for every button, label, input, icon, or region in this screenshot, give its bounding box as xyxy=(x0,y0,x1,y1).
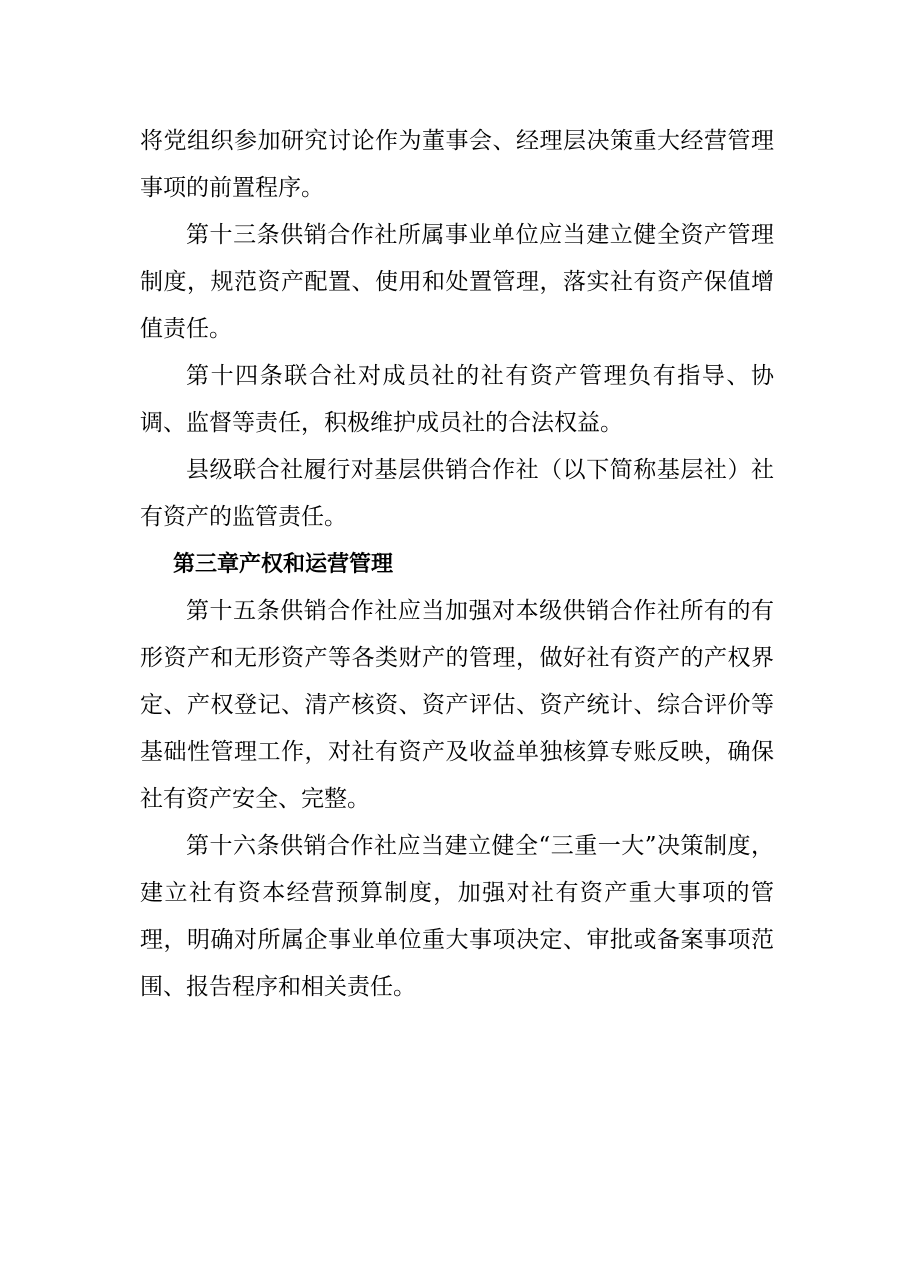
paragraph-article-16: 第十六条供销合作社应当建立健全“三重一大”决策制度，建立社有资本经营预算制度，加强对社有资产重大事项的管理，明确对所属企事业单位重大事项决定、审批或备案事项范围、报告程序和相关责任。 xyxy=(140,833,774,1000)
paragraph-article-14: 第十四条联合社对成员社的社有资产管理负有指导、协调、监督等责任，积极维护成员社的合法权益。 xyxy=(140,363,774,436)
paragraph-continuation: 将党组织参加研究讨论作为董事会、经理层决策重大经营管理事项的前置程序。 xyxy=(140,128,774,201)
paragraph-county-union: 县级联合社履行对基层供销合作社（以下简称基层社）社有资产的监管责任。 xyxy=(140,457,774,530)
paragraph-article-15: 第十五条供销合作社应当加强对本级供销合作社所有的有形资产和无形资产等各类财产的管理，做好社有资产的产权界定、产权登记、清产核资、资产评估、资产统计、综合评价等基础性管理工作，对社有资产及收益单独核算专账反映，确保社有资产安全、完整。 xyxy=(140,598,774,812)
paragraph-article-13: 第十三条供销合作社所属事业单位应当建立健全资产管理制度，规范资产配置、使用和处置管理，落实社有资产保值增值责任。 xyxy=(140,222,774,342)
document-body xyxy=(140,118,774,1011)
chapter-heading: 第三章产权和运营管理 xyxy=(173,552,394,577)
